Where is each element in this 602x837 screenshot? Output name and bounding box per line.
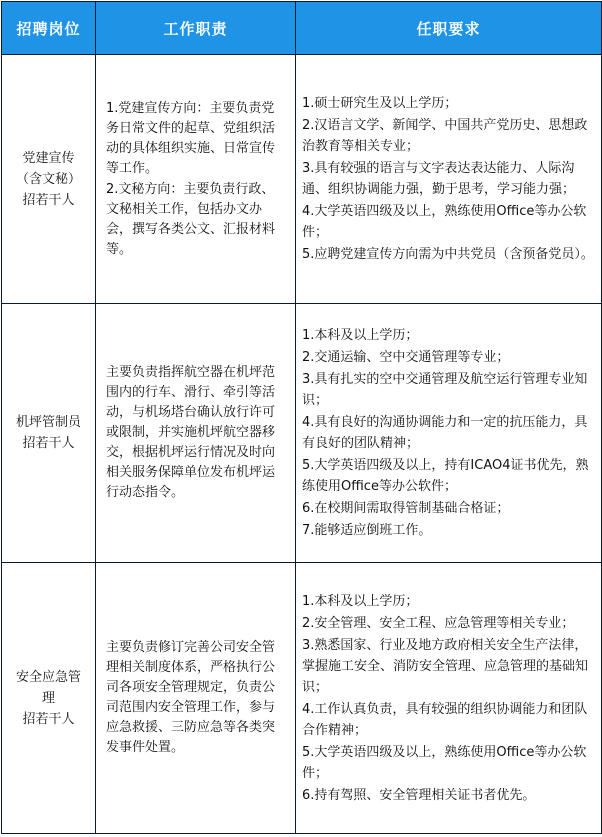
header-requirements: 任职要求 [296,2,602,55]
duty-item: 2.文秘方向：主要负责行政、文秘相关工作，包括办文办会，撰写各类公文、汇报材料等。 [106,181,276,257]
requirements-cell [296,304,602,563]
requirement-item: 2.安全管理、安全工程、应急管理等相关专业； [302,615,575,631]
requirements-cell [296,563,602,834]
requirement-item: 4.工作认真负责，具有较强的组织协调能力和团队合作精神； [302,701,588,738]
requirement-item: 6.持有驾照、安全管理相关证书者优先。 [302,787,536,803]
requirement-item: 2.汉语言文学、新闻学、中国共产党历史、思想政治教育等相关专业； [302,118,588,154]
requirement-item: 4.具有良好的沟通协调能力和一定的抗压能力，具有良好的团队精神； [302,415,588,451]
requirement-item: 3.熟悉国家、行业及地方政府相关安全生产法律，掌握施工安全、消防安全管理、应急管理的基础知识； [302,637,589,695]
requirement-item: 4.大学英语四级及以上，熟练使用Office等办公软件； [302,204,587,240]
table-row [2,304,602,563]
table-header-row [2,2,602,55]
position-line: 招若干人 [22,711,75,727]
requirement-item: 5.大学英语四级及以上，持有ICAO4证书优先，熟练使用Office等办公软件； [302,458,589,494]
requirement-item: 6.在校期间需取得管制基础合格证； [302,501,510,516]
position-line: 机坪管制员 [15,415,81,430]
requirement-item: 7.能够适应倒班工作。 [302,523,432,538]
recruitment-table [1,1,602,834]
position-line: 安全应急管理 [15,669,81,706]
requirement-item: 1.本科及以上学历； [302,328,419,343]
table-row [2,563,602,834]
header-position: 招聘岗位 [2,2,96,55]
position-cell [2,55,96,304]
position-cell [2,304,96,563]
requirements-cell [296,55,602,304]
requirement-item: 5.大学英语四级及以上，熟练使用Office等办公软件； [302,744,587,781]
duties-cell [96,563,296,834]
position-line: 党建宣传 [22,150,75,166]
position-line: 招若干人 [22,436,75,451]
duties-cell [96,55,296,304]
requirement-item: 5.应聘党建宣传方向需为中共党员（含预备党员）。 [302,247,594,262]
position-cell [2,563,96,834]
header-duties: 工作职责 [96,2,296,55]
table-row [2,55,602,304]
duty-item: 1.党建宣传方向：主要负责党务日常文件的起草、党组织活动的具体组织实施、日常宣传等工作。 [106,100,276,176]
requirement-item: 3.具有较强的语言与文字表达表达能力、人际沟通、组织协调能力强，勤于思考，学习能力强； [302,161,576,197]
position-line: 招若干人 [22,192,75,208]
requirement-item: 1.本科及以上学历； [302,593,419,609]
position-line: （含文秘） [15,171,81,187]
requirement-item: 3.具有扎实的空中交通管理及航空运行管理专业知识； [302,372,588,408]
duties-cell [96,304,296,563]
requirement-item: 1.硕士研究生及以上学历； [302,96,458,111]
requirement-item: 2.交通运输、空中交通管理等专业； [302,350,510,365]
duty-item: 主要负责修订完善公司安全管理相关制度体系，严格执行公司各项安全管理规定，负责公司范围内安全管理工作，参与应急救援、三防应急等各类突发事件处置。 [106,640,276,755]
duty-item: 主要负责指挥航空器在机坪范围内的行车、滑行、牵引等活动，与机场塔台确认放行许可或限制，并实施机坪航空器移交，根据机坪运行情况及时向相关服务保障单位发布机坪运行动态指令。 [106,365,276,500]
